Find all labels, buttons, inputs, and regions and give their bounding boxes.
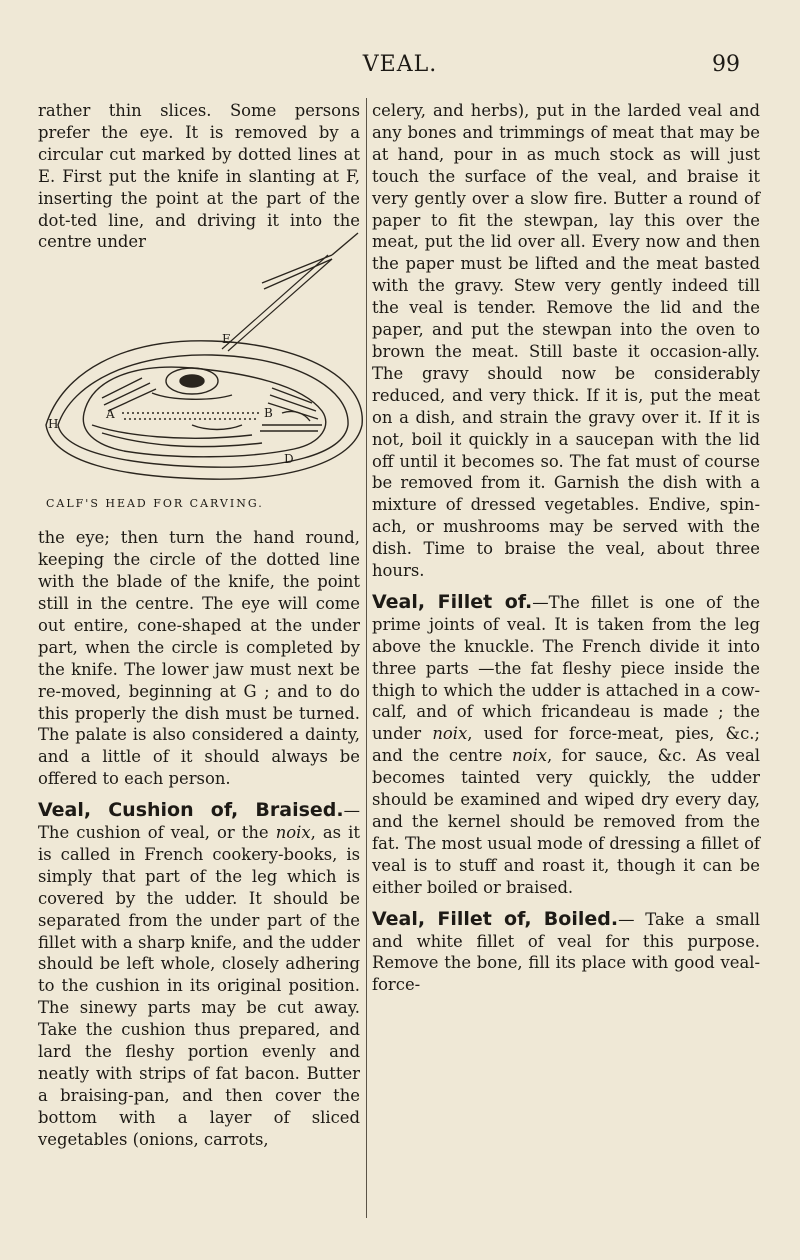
boiled-dash: —: [618, 909, 635, 929]
figure-label-a: A: [106, 407, 115, 422]
fillet-text-a: The fillet is one of the prime joints of veal. It is taken from the leg above the knuckle. The French divide it into three parts —the fat fleshy piece inside the thigh to which the udder is attached in a cow-calf, and of which fricandeau is made ; the under: [372, 592, 760, 744]
page-number: 99: [712, 52, 740, 77]
fillet-noix-1: noix: [432, 724, 468, 744]
boiled-heading: Veal, Fillet of, Boiled.: [372, 907, 619, 930]
right-column: [372, 100, 760, 996]
fillet-noix-2: noix: [512, 746, 547, 766]
fillet-heading: Veal, Fillet of.: [372, 590, 533, 613]
figure-label-h: H: [48, 417, 59, 432]
cushion-text-a: The cushion of veal, or the: [38, 823, 269, 843]
fillet-dash: —: [532, 592, 549, 612]
figure-label-b: B: [264, 406, 273, 421]
left-top-paragraph: rather thin slices. Some persons prefer the eye. It is removed by a circular cut marked by dotted lines at E. First put the knife in slanting at F, inserting the point at the part of the dot-ted line, and driving it into the centre under: [38, 101, 360, 252]
calfs-head-figure: [38, 255, 360, 493]
figure-label-e: E: [222, 332, 231, 347]
fillet-text-c: , for sauce, &c. As veal becomes tainted very quickly, the udder should be examined and wiped dry every day, and the kernel should be removed from the fat. The most usual mode of dressing a fillet of veal is to stuff and roast it, though it can be either boiled or braised.: [372, 746, 760, 897]
right-top-paragraph: celery, and herbs), put in the larded veal and any bones and trimmings of meat that may be at hand, pour in as much stock as will just touch the surface of the veal, and braise it very gently over a slow fire. Butter a round of paper to fit the stewpan, lay this over the meat, put the lid over all. Every now and then the paper must be lifted and the meat basted with the gravy. Stew very gently indeed till the veal is tender. Remove the lid and the paper, and put the stewpan into the oven to brown the meat. Still baste it occasion-ally. The gravy should now be considerably reduced, and very thick. If it is, put the meat on a dish, and strain the gravy over it. If it is not, boil it quickly in a saucepan with the lid off until it becomes so. The fat must of course be removed from it. Garnish the dish with a mixture of dressed vegetables. Endive, spin-ach, or mushrooms may be served with the dish. Time to braise the veal, about three hours.: [372, 101, 760, 581]
boiled-text: Take a small and white fillet of veal for this purpose. Remove the bone, fill its place with good veal-force-: [372, 909, 761, 995]
fillet-text-b: , used for force-meat, pies, &c.; and the centre: [372, 724, 761, 766]
page-header: [0, 52, 800, 82]
cushion-text-b: , as it is called in French cookery-books, is simply that part of the leg which is covered by the udder. It should be separated from the under part of the fillet with a sharp knife, and the udder should be left whole, closely adhering to the cushion in its original position. The sinewy parts may be cut away. Take the cushion thus prepared, and lard the fleshy portion evenly and neatly with strips of fat bacon. Butter a braising-pan, and then cover the bottom with a layer of sliced vegetables (onions, carrots,: [38, 823, 360, 1149]
cushion-entry: [38, 800, 360, 1151]
left-after-figure-paragraph: the eye; then turn the hand round, keeping the circle of the dotted line with the blade of the knife, the point still in the centre. The eye will come out entire, cone-shaped at the under part, when the circle is completed by the knife. The lower jaw must next be re-moved, beginning at G ; and to do this properly the dish must be turned. The palate is also considered a dainty, and a little of it should always be offered to each person.: [38, 528, 360, 789]
running-head: VEAL.: [362, 52, 438, 77]
left-column: [38, 100, 360, 1151]
cushion-dash: —: [343, 801, 360, 821]
boiled-entry: [372, 909, 760, 997]
cushion-noix: noix: [275, 823, 311, 843]
calfs-head-illustration: [32, 163, 372, 493]
fillet-entry: [372, 592, 760, 899]
figure-caption: CALF'S HEAD FOR CARVING.: [46, 497, 264, 511]
figure-label-d: D: [284, 452, 294, 467]
cushion-heading: Veal, Cushion of, Braised.: [38, 799, 344, 822]
